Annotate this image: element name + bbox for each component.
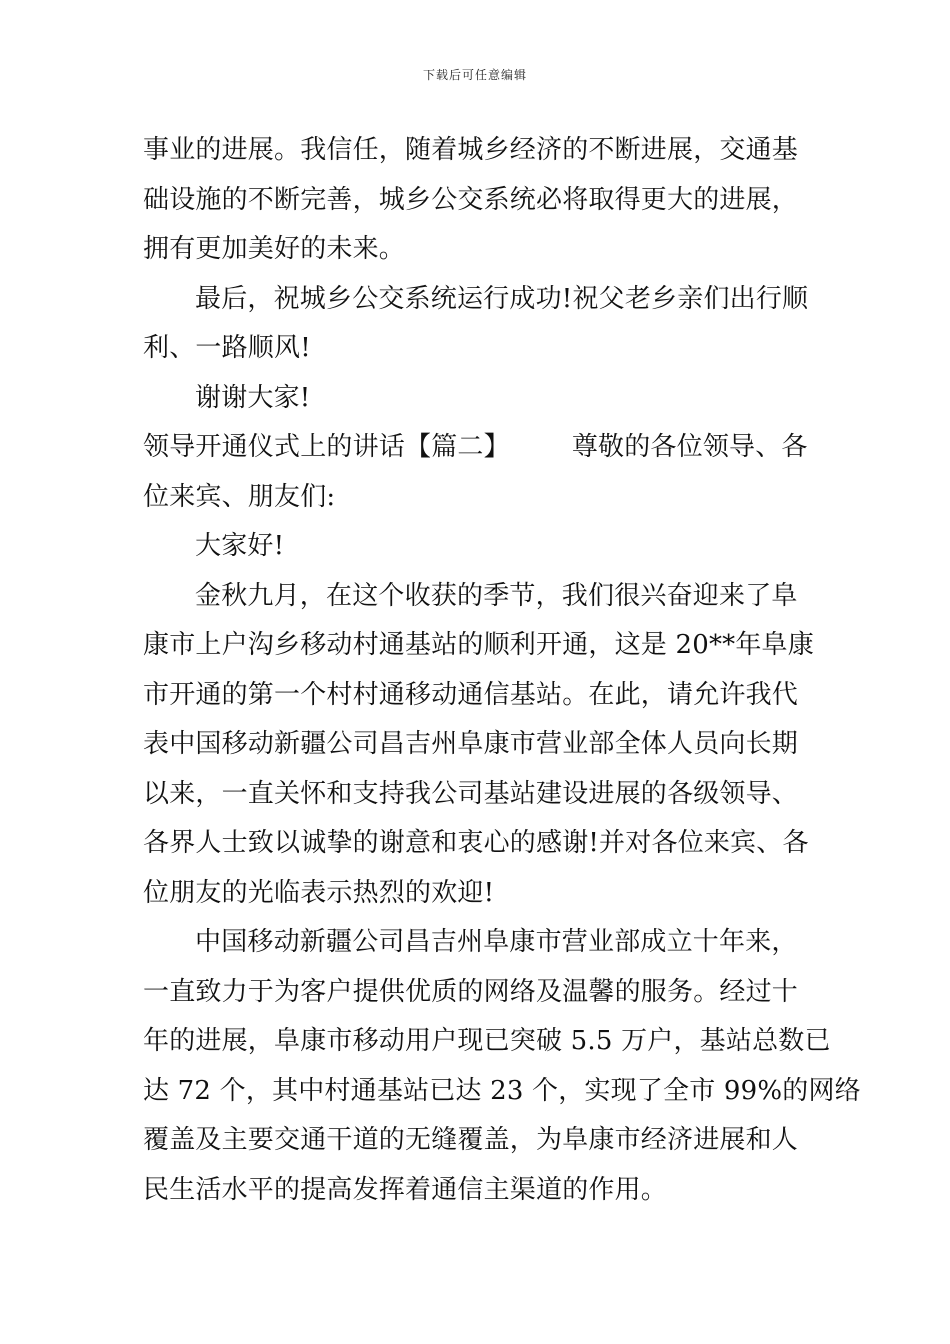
text-line: 一直致力于为客户提供优质的网络及温馨的服务。经过十: [143, 976, 799, 1007]
text-line: 以来，一直关怀和支持我公司基站建设进展的各级领导、: [143, 778, 799, 809]
document-body: [143, 126, 861, 1215]
text-line: 最后，祝城乡公交系统运行成功!祝父老乡亲们出行顺: [195, 283, 809, 314]
text-line: 事业的进展。我信任，随着城乡经济的不断进展，交通基: [143, 135, 799, 165]
text-line: 覆盖及主要交通干道的无缝覆盖，为阜康市经济进展和人: [143, 1125, 799, 1155]
page-header-note: 下载后可任意编辑: [422, 68, 527, 82]
text-line: 利、一路顺风!: [143, 333, 311, 363]
text-line: 位来宾、朋友们:: [143, 481, 336, 512]
text-line: 金秋九月，在这个收获的季节，我们很兴奋迎来了阜: [195, 580, 798, 611]
text-line: 拥有更加美好的未来。: [143, 234, 406, 264]
text-line: 民生活水平的提高发挥着通信主渠道的作用。: [143, 1174, 668, 1205]
salutation: 尊敬的各位领导、各: [571, 432, 808, 462]
text-line: 表中国移动新疆公司昌吉州阜康市营业部全体人员向长期: [143, 729, 799, 759]
text-line: 位朋友的光临表示热烈的欢迎!: [143, 877, 495, 908]
text-line: 谢谢大家!: [195, 382, 311, 413]
text-line: 各界人士致以诚挚的谢意和衷心的感谢!并对各位来宾、各: [143, 828, 809, 858]
text-line: 中国移动新疆公司昌吉州阜康市营业部成立十年来，: [195, 927, 798, 957]
text-line: 市开通的第一个村村通移动通信基站。在此，请允许我代: [143, 679, 799, 710]
text-line: 大家好!: [195, 531, 285, 561]
text-line: 达 72 个，其中村通基站已达 23 个，实现了全市 99%的网络: [143, 1075, 861, 1106]
section-title: 领导开通仪式上的讲话【篇二】: [143, 432, 510, 462]
text-line: 础设施的不断完善，城乡公交系统必将取得更大的进展，: [143, 184, 799, 215]
section-heading-line: [143, 423, 813, 473]
text-line: 年的进展，阜康市移动用户现已突破 5.5 万户，基站总数已: [143, 1026, 831, 1056]
text-line: 康市上户沟乡移动村通基站的顺利开通，这是 20**年阜康: [143, 630, 814, 660]
